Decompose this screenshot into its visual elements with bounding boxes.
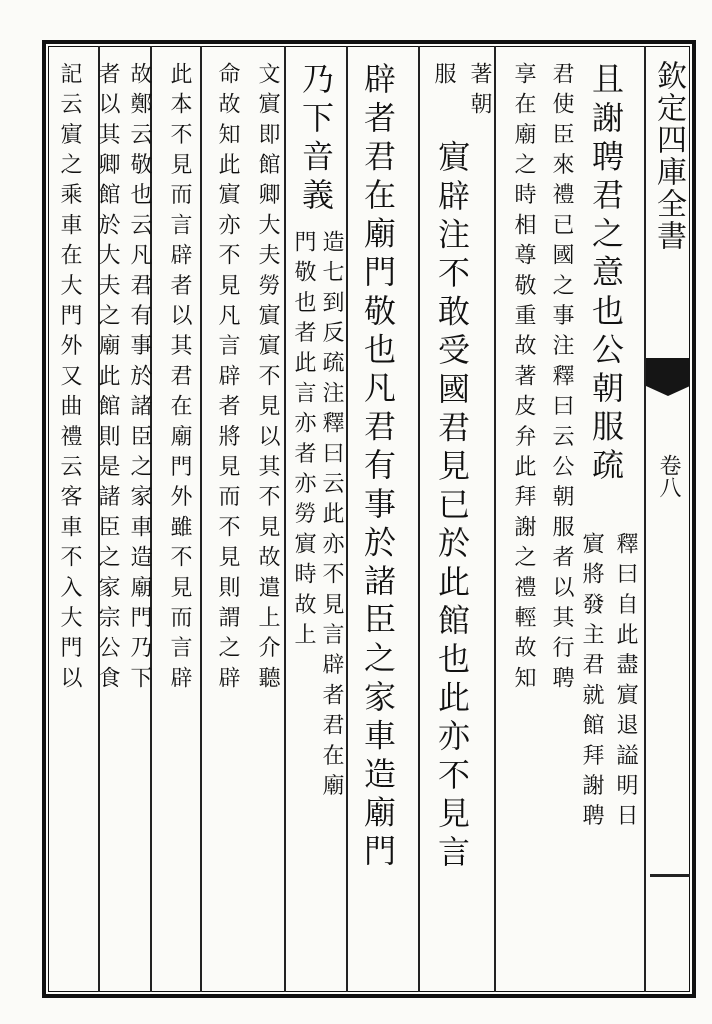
annotation-text: 門敬也者此言亦者亦勞賔時故上 bbox=[291, 230, 316, 653]
column-rule bbox=[284, 46, 286, 992]
annotation-text: 命故知此賔亦不見凡言辟者將見而不見則謂之辟 bbox=[215, 62, 240, 697]
annotation-column-1 bbox=[612, 532, 636, 834]
annotation-column-10 bbox=[166, 62, 190, 696]
main-text: 乃下音義 bbox=[297, 62, 335, 217]
annotation-text: 釋曰自此盡賔退謚明日 bbox=[613, 532, 638, 834]
annotation-column-9 bbox=[214, 62, 238, 696]
main-text: 且謝聘君之意也公朝服疏 bbox=[587, 62, 625, 487]
column-rule bbox=[200, 46, 202, 992]
annotation-column-3 bbox=[510, 62, 534, 696]
text-column-4 bbox=[432, 140, 472, 873]
fish-tail-mark bbox=[646, 358, 690, 386]
annotation-column-2b bbox=[578, 532, 602, 834]
annotation-column-11 bbox=[126, 62, 150, 696]
column-rule bbox=[418, 46, 420, 992]
annotation-column-7b bbox=[290, 230, 314, 653]
juan-number: 卷八 bbox=[656, 454, 681, 498]
annotation-column-2 bbox=[548, 62, 572, 696]
annotation-column-13 bbox=[56, 62, 80, 696]
annotation-text: 賔將發主君就館拜謝聘 bbox=[579, 532, 604, 834]
annotation-column-12 bbox=[94, 62, 118, 696]
annotation-text: 造七到反疏注釋曰云此亦不見言辟者君在廟 bbox=[319, 230, 344, 804]
column-rule bbox=[494, 46, 496, 992]
text-column-1 bbox=[586, 62, 626, 487]
main-text: 賔辟注不敢受國君見已於此館也此亦不見言 bbox=[433, 140, 471, 874]
annotation-text: 文賔即館卿大夫勞賔賔不見以其不見故遣上介聽 bbox=[255, 62, 280, 697]
annotation-text: 享在廟之時相尊敬重故著皮弁此拜謝之禮輕故知 bbox=[511, 62, 536, 697]
annotation-text: 故鄭云敬也云凡君有事於諸臣之家車造廟門乃下 bbox=[127, 62, 152, 697]
annotation-text: 君使臣來禮已國之事注釋曰云公朝服者以其行聘 bbox=[549, 62, 574, 697]
annotation-text: 服 bbox=[431, 62, 456, 93]
annotation-column-8 bbox=[254, 62, 278, 696]
text-column-6 bbox=[358, 62, 398, 873]
text-column-7 bbox=[296, 62, 336, 216]
annotation-column-7a bbox=[318, 230, 342, 804]
margin-strip bbox=[646, 46, 690, 992]
book-title: 欽定四庫全書 bbox=[651, 60, 686, 252]
column-rule bbox=[346, 46, 348, 992]
annotation-head-4 bbox=[466, 62, 490, 122]
annotation-text: 著朝 bbox=[467, 62, 492, 123]
annotation-head-5 bbox=[430, 62, 454, 92]
annotation-text: 記云賔之乘車在大門外又曲禮云客車不入大門以 bbox=[57, 62, 82, 697]
annotation-text: 者以其卿館於大夫之廟此館則是諸臣之家宗公食 bbox=[95, 62, 120, 697]
annotation-text: 此本不見而言辟者以其君在廟門外雖不見而言辟 bbox=[167, 62, 192, 697]
main-text: 辟者君在廟門敬也凡君有事於諸臣之家車造廟門 bbox=[359, 62, 397, 873]
margin-tick bbox=[650, 874, 690, 877]
